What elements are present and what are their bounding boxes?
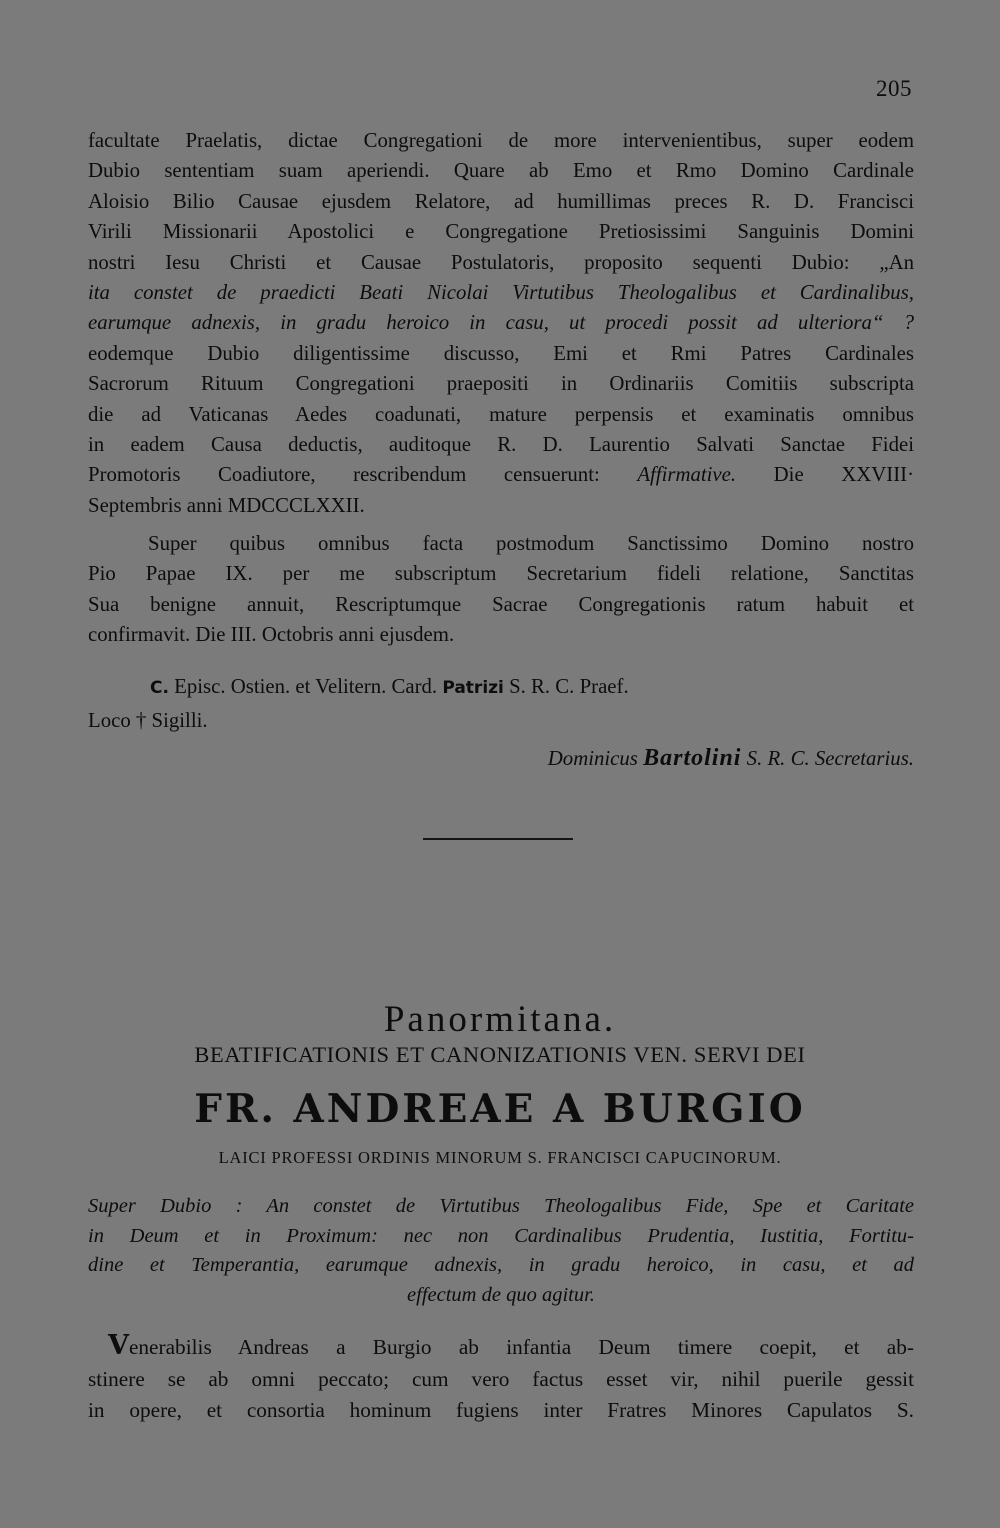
text-line: Septembris anni MDCCCLXXII. <box>88 493 365 517</box>
religious-order: LAICI PROFESSI ORDINIS MINORUM S. FRANCISCI CAPUCINORUM. <box>218 1148 782 1167</box>
text-line: in eadem Causa deductis, auditoque R. D. Laurentio Salvati Sanctae Fidei <box>88 433 914 457</box>
text-line-first <box>88 1330 914 1364</box>
secretary-surname: Bartolini <box>643 745 742 771</box>
text-line: Super quibus omnibus facta postmodum Sanctissimo Domino nostro <box>148 532 914 555</box>
secretary-office: S. R. C. Secretarius. <box>741 747 914 770</box>
text-line-italic: Super Dubio : An constet de Virtutibus Theologalibus Fide, Spe et Caritate <box>88 1195 914 1217</box>
censure-text-start: Promotoris Coadiutore, rescribendum censuerunt: <box>88 463 638 487</box>
text-line: eodemque Dubio diligentissime discusso, Emi et Rmi Patres Cardinales <box>88 341 914 365</box>
first-line-text: enerabilis Andreas a Burgio ab infantia Deum timere coepit, et ab- <box>128 1335 914 1359</box>
censure-word: Affirmative. <box>637 463 737 487</box>
section-title: Panormitana. <box>383 999 617 1040</box>
cardinal-office: S. R. C. Praef. <box>503 675 629 698</box>
text-line: Pio Papae IX. per me subscriptum Secretarium fideli relatione, Sanctitas <box>88 562 914 586</box>
drop-cap: V <box>108 1330 129 1361</box>
section-divider <box>423 838 573 840</box>
text-line: facultate Praelatis, dictae Congregationi de more intervenientibus, super eodem <box>88 129 914 152</box>
text-line: Sua benigne annuit, Rescriptumque Sacrae Congregationis ratum habuit et <box>88 592 914 616</box>
section-subtitle: BEATIFICATIONIS ET CANONIZATIONIS VEN. SERVI DEI <box>194 1042 806 1067</box>
text-line-italic: dine et Temperantia, earumque adnexis, in gradu heroico, in casu, et ad <box>88 1254 914 1277</box>
seal-placeholder: Loco † Sigilli. <box>88 709 208 732</box>
text-line: Aloisio Bilio Causae ejusdem Relatore, ad humillimas preces R. D. Francisci <box>88 189 914 213</box>
cardinal-initial: C. <box>150 678 169 698</box>
cardinal-signature <box>150 672 629 703</box>
text-line: Virili Missionarii Apostolici e Congregatione Pretiosissimi Sanguinis Domini <box>88 220 914 244</box>
page-number: 205 <box>876 76 912 101</box>
text-line: Dubio sententiam suam aperiendi. Quare ab Emo et Rmo Domino Cardinale <box>88 159 914 183</box>
text-line: Sacrorum Rituum Congregationi praepositi in Ordinariis Comitiis subscripta <box>88 372 914 396</box>
paragraph-biography <box>88 1330 914 1427</box>
text-line: stinere se ab omni peccato; cum vero factus esset vir, nihil puerile gessit <box>88 1366 914 1391</box>
text-line: nostri Iesu Christi et Causae Postulatoris, proposito sequenti Dubio: „An <box>88 250 914 274</box>
secretary-signature <box>548 743 914 774</box>
text-line: die ad Vaticanas Aedes coadunati, mature perpensis et examinatis omnibus <box>88 402 914 426</box>
text-line: in opere, et consortia hominum fugiens inter Fratres Minores Capulatos S. <box>88 1398 914 1422</box>
text-line-italic: ita constet de praedicti Beati Nicolai Virtutibus Theologalibus et Cardinalibus, <box>88 281 914 305</box>
censure-text-end: Die XXVIII· <box>736 463 914 487</box>
cardinal-name: Patrizi <box>442 678 504 698</box>
text-line-censure <box>88 460 914 490</box>
paragraph-decree <box>88 126 914 521</box>
text-line: confirmavit. Die III. Octobris anni ejusdem. <box>88 623 455 647</box>
text-line-italic: effectum de quo agitur. <box>407 1283 595 1306</box>
text-line-italic: in Deum et in Proximum: nec non Cardinalibus Prudentia, Iustitia, Fortitu- <box>88 1224 914 1247</box>
dubium-question <box>88 1192 914 1310</box>
text-line-italic: earumque adnexis, in gradu heroico in casu, ut procedi possit ad ulteriora“ ? <box>88 311 914 335</box>
cardinal-title: Episc. Ostien. et Velitern. Card. <box>168 675 443 698</box>
secretary-first-name: Dominicus <box>547 747 644 770</box>
servant-name: FR. ANDREAE A BURGIO <box>194 1086 806 1132</box>
paragraph-approval <box>88 529 914 651</box>
